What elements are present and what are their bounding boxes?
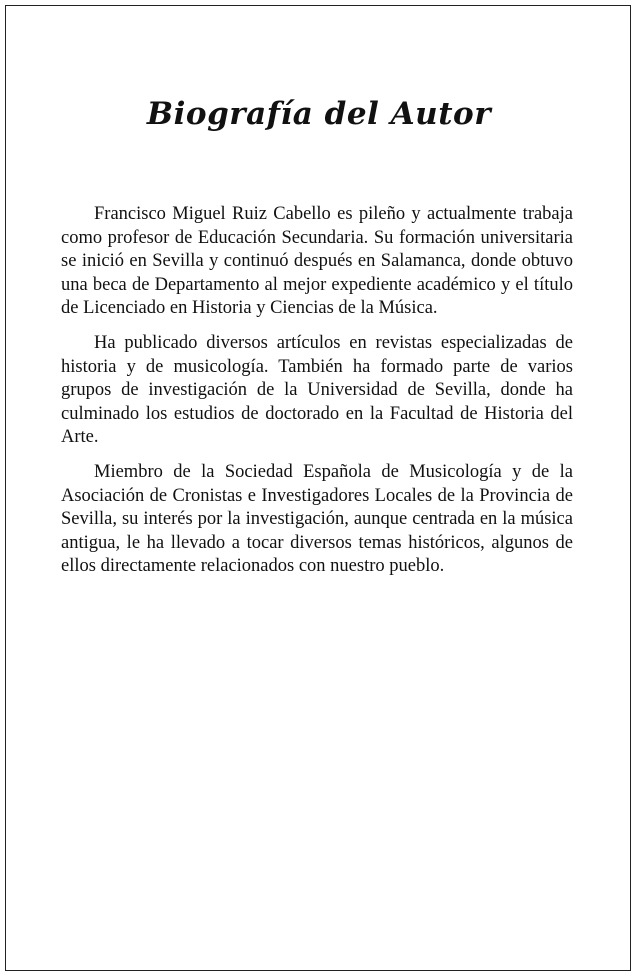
biography-paragraph-3: Miembro de la Sociedad Española de Musicología y de la Asociación de Cronistas e Investigadores Locales de la Provincia de Sevilla, su interés por la investigación, aunque centrada en la música antigua, le ha llevado a tocar diversos temas históricos, algunos de ellos directamente relacionados con nuestro pueblo.	[61, 461, 573, 577]
biography-body	[61, 203, 573, 590]
biography-paragraph-1: Francisco Miguel Ruiz Cabello es pileño y actualmente trabaja como profesor de Educación Secundaria. Su formación universitaria se inició en Sevilla y continuó después en Salamanca, donde obtuvo una beca de Departamento al mejor expediente académico y el título de Licenciado en Historia y Ciencias de la Música.	[61, 204, 573, 319]
biography-paragraph-2: Ha publicado diversos artículos en revistas especializadas de historia y de musicología. También ha formado parte de varios grupos de investigación de la Universidad de Sevilla, donde ha culminado los estudios de doctorado en la Facultad de Historia del Arte.	[61, 332, 573, 448]
page-title: Biografía del Autor	[146, 96, 492, 132]
